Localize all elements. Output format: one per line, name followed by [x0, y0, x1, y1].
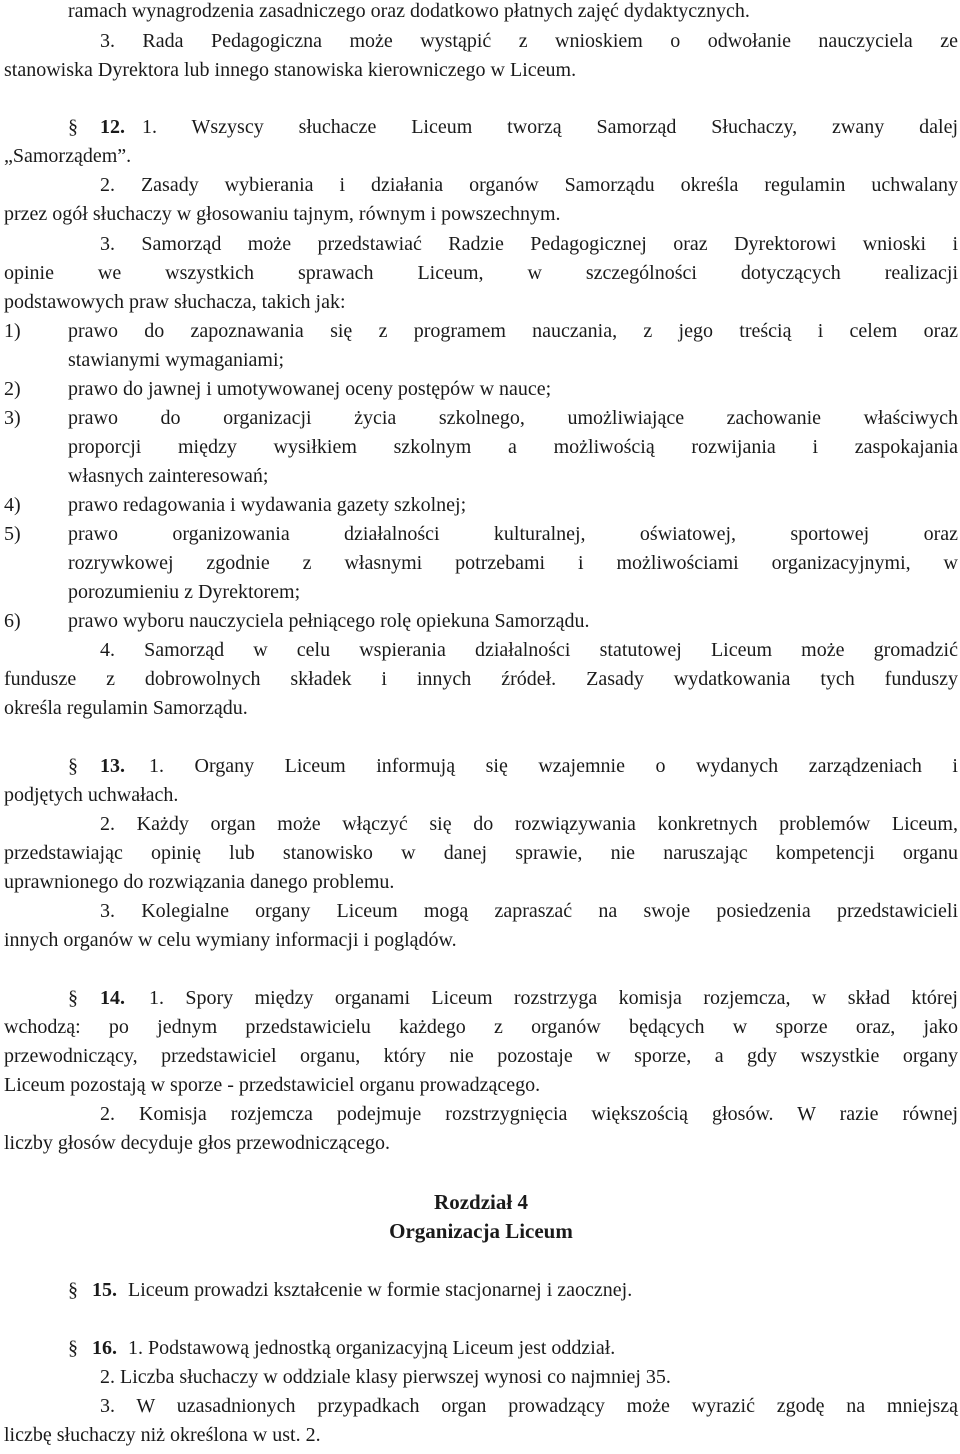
list-text: proporcji między wysiłkiem szkolnym a możliwością rozwijania i zaspokajania — [68, 436, 958, 458]
list-text: prawo organizowania działalności kulturalnej, oświatowej, sportowej oraz — [68, 523, 958, 545]
list-text: porozumieniu z Dyrektorem; — [68, 581, 301, 603]
paragraph-line: przez ogół słuchaczy w głosowaniu tajnym, równym i powszechnym. — [4, 203, 561, 225]
paragraph-line: określa regulamin Samorządu. — [4, 697, 248, 719]
paragraph-line: „Samorządem”. — [4, 145, 132, 167]
paragraph-line: 2. Każdy organ może włączyć się do rozwiązywania konkretnych problemów Liceum, — [100, 813, 958, 835]
list-number: 6) — [4, 610, 21, 632]
paragraph-line — [4, 0, 958, 26]
section-14-line — [4, 984, 958, 1013]
paragraph-line: liczby głosów decyduje głos przewodniczącego. — [4, 1132, 390, 1154]
paragraph-line: 1. Wszyscy słuchacze Liceum tworzą Samorząd Słuchaczy, zwany dalej — [142, 116, 958, 138]
list-text: stawianymi wymaganiami; — [68, 349, 285, 371]
paragraph-line: Liceum prowadzi kształcenie w formie stacjonarnej i zaocznej. — [128, 1279, 633, 1301]
paragraph-line: 3. Rada Pedagogiczna może wystąpić z wnioskiem o odwołanie nauczyciela ze — [100, 30, 958, 52]
section-mark: § — [68, 987, 78, 1009]
paragraph-line: opinie we wszystkich sprawach Liceum, w szczególności dotyczących realizacji — [4, 262, 958, 284]
paragraph-line: fundusze z dobrowolnych składek i innych źródeł. Zasady wydatkowania tych funduszy — [4, 668, 958, 690]
section-13-line — [4, 752, 958, 781]
list-item-5 — [4, 520, 958, 549]
section-number: 13. — [100, 755, 125, 777]
list-number: 5) — [4, 523, 21, 545]
list-item-2 — [4, 375, 958, 404]
paragraph-line: 1. Podstawową jednostką organizacyjną Liceum jest oddział. — [128, 1337, 616, 1359]
paragraph-line: wchodzą: po jednym przedstawicielu każdego z organów będących w sporze oraz, jako — [4, 1016, 958, 1038]
paragraph-line: 1. Spory między organami Liceum rozstrzyga komisja rozjemcza, w skład której — [149, 987, 958, 1009]
paragraph-line: stanowiska Dyrektora lub innego stanowiska kierowniczego w Liceum. — [4, 59, 577, 81]
section-15-line — [4, 1276, 958, 1305]
paragraph-line: 2. Komisja rozjemcza podejmuje rozstrzygnięcia większością głosów. W razie równej — [100, 1103, 958, 1125]
list-text: prawo wyboru nauczyciela pełniącego rolę opiekuna Samorządu. — [68, 610, 590, 632]
list-text: rozrywkowej zgodnie z własnymi potrzebami i możliwościami organizacyjnymi, w — [68, 552, 958, 574]
paragraph-line: 3. W uzasadnionych przypadkach organ prowadzący może wyrazić zgodę na mniejszą — [100, 1395, 958, 1417]
list-item-6 — [4, 607, 958, 636]
paragraph-line: liczbę słuchaczy niż określona w ust. 2. — [4, 1424, 321, 1446]
paragraph-line: podstawowych praw słuchacza, takich jak: — [4, 291, 346, 313]
section-number: 15. — [92, 1279, 117, 1301]
section-12-line — [4, 113, 958, 142]
chapter-title: Organizacja Liceum — [389, 1219, 573, 1243]
section-mark: § — [68, 116, 78, 138]
section-mark: § — [68, 1279, 78, 1301]
section-mark: § — [68, 1337, 78, 1359]
paragraph-line: uprawnionego do rozwiązania danego problemu. — [4, 871, 395, 893]
list-text: prawo redagowania i wydawania gazety szkolnej; — [68, 494, 467, 516]
list-text: prawo do jawnej i umotywowanej oceny postępów w nauce; — [68, 378, 552, 400]
list-text: prawo do zapoznawania się z programem nauczania, z jego treścią i celem oraz — [68, 320, 958, 342]
section-16-line — [4, 1334, 958, 1363]
list-text: własnych zainteresowań; — [68, 465, 269, 487]
paragraph-line: 2. Zasady wybierania i działania organów Samorządu określa regulamin uchwalany — [100, 174, 958, 196]
section-mark: § — [68, 755, 78, 777]
list-number: 3) — [4, 407, 21, 429]
paragraph-line: innych organów w celu wymiany informacji i poglądów. — [4, 929, 457, 951]
list-text: prawo do organizacji życia szkolnego, umożliwiające zachowanie właściwych — [68, 407, 958, 429]
paragraph-line: Liceum pozostają w sporze - przedstawiciel organu prowadzącego. — [4, 1074, 541, 1096]
paragraph-line: 4. Samorząd w celu wspierania działalności statutowej Liceum może gromadzić — [100, 639, 958, 661]
section-number: 12. — [100, 116, 125, 138]
list-item-4 — [4, 491, 958, 520]
list-number: 1) — [4, 320, 21, 342]
paragraph-line: przewodniczący, przedstawiciel organu, który nie pozostaje w sporze, a gdy wszystkie organy — [4, 1045, 958, 1067]
paragraph-line: przedstawiając opinię lub stanowisko w danej sprawie, nie naruszając kompetencji organu — [4, 842, 958, 864]
list-number: 2) — [4, 378, 21, 400]
paragraph-line: 3. Kolegialne organy Liceum mogą zapraszać na swoje posiedzenia przedstawicieli — [100, 900, 958, 922]
list-item-1 — [4, 317, 958, 346]
list-number: 4) — [4, 494, 21, 516]
section-number: 16. — [92, 1337, 117, 1359]
list-item-3 — [4, 404, 958, 433]
paragraph-line: 2. Liczba słuchaczy w oddziale klasy pierwszej wynosi co najmniej 35. — [100, 1366, 671, 1388]
section-number: 14. — [100, 987, 125, 1009]
paragraph-line: podjętych uchwałach. — [4, 784, 179, 806]
paragraph-line: 1. Organy Liceum informują się wzajemnie o wydanych zarządzeniach i — [149, 755, 958, 777]
paragraph-line: 3. Samorząd może przedstawiać Radzie Pedagogicznej oraz Dyrektorowi wnioski i — [100, 233, 958, 255]
text-line: ramach wynagrodzenia zasadniczego oraz dodatkowo płatnych zajęć dydaktycznych. — [68, 0, 750, 22]
chapter-number: Rozdział 4 — [434, 1190, 528, 1214]
